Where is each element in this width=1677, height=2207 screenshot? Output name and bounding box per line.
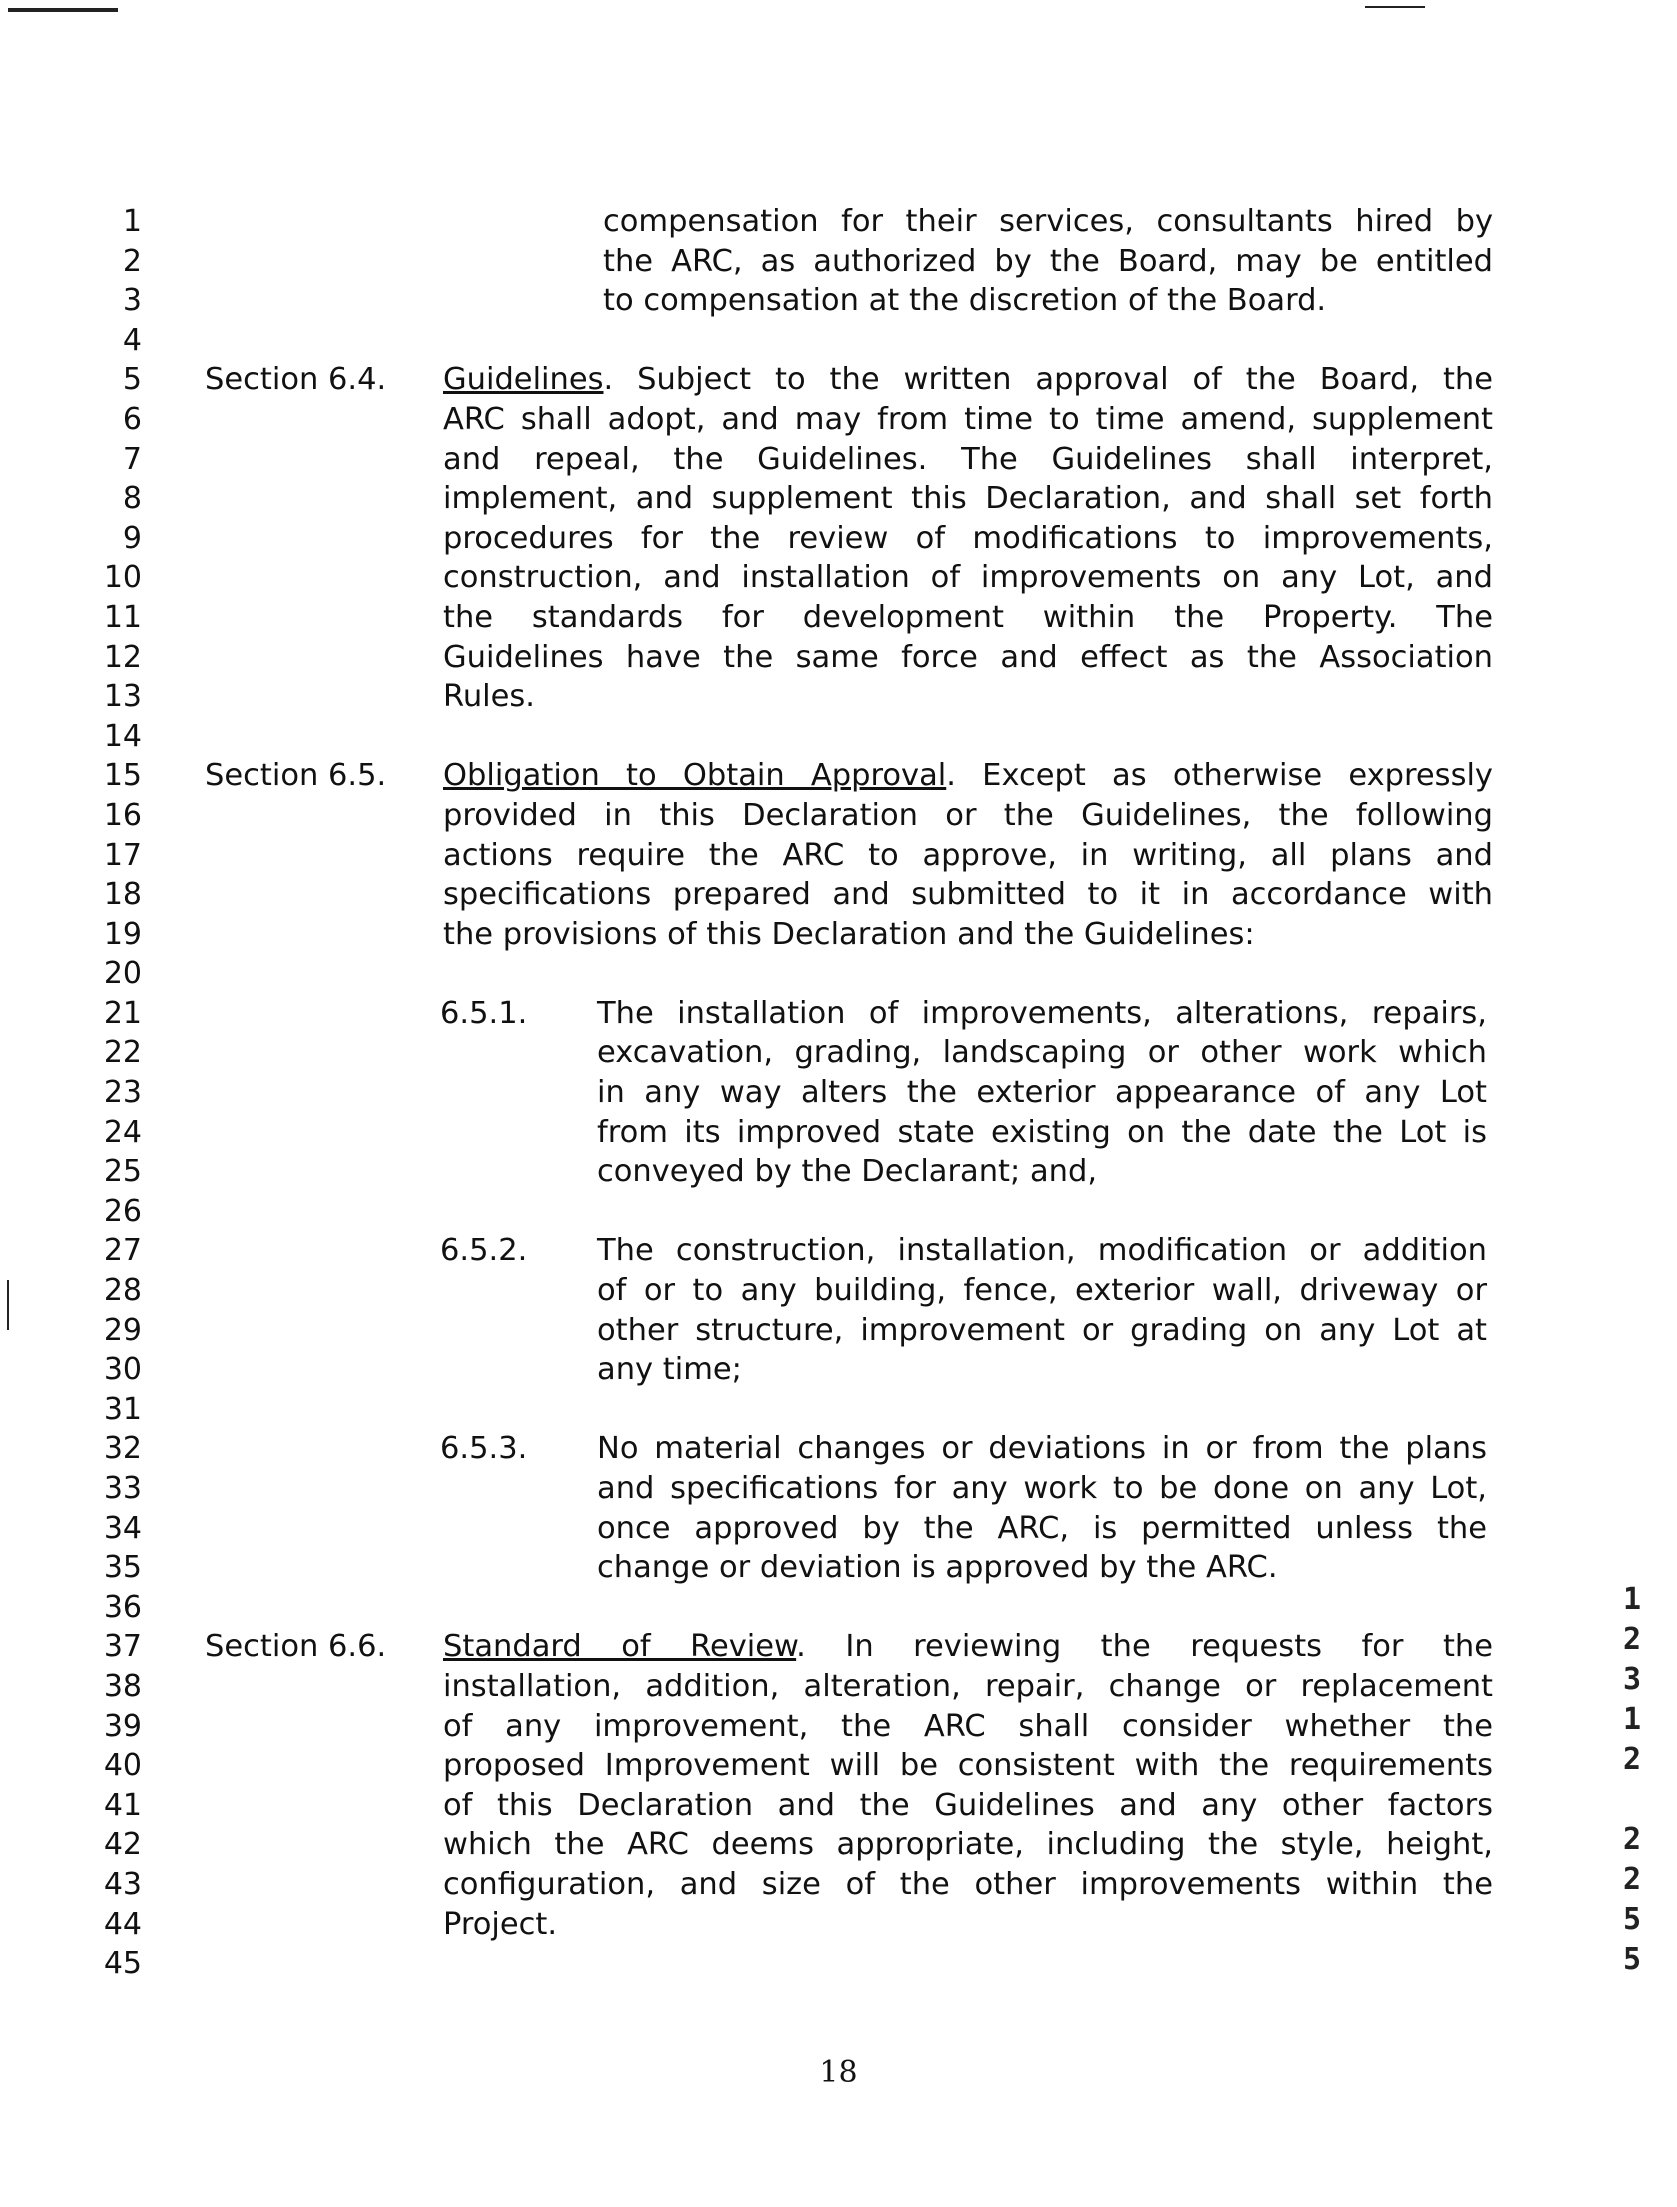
section-text: provided in this Declaration or the Guidelines, the following	[443, 797, 1493, 833]
line-number: 32	[103, 1431, 142, 1467]
section-text: ARC shall adopt, and may from time to time amend, supplement	[443, 401, 1493, 437]
section-text: Guidelines have the same force and effect as the Association	[443, 639, 1493, 675]
scan-artifact-mark	[8, 8, 118, 12]
line-number: 10	[103, 560, 142, 596]
section-text: and repeal, the Guidelines. The Guidelines shall interpret,	[443, 441, 1493, 477]
line-number: 16	[103, 797, 142, 833]
section-text: actions require the ARC to approve, in writing, all plans and	[443, 837, 1493, 873]
section-text: proposed Improvement will be consistent with the requirements	[443, 1748, 1493, 1784]
line-number: 39	[103, 1708, 142, 1744]
line-number: 8	[122, 481, 142, 517]
page-number: 18	[819, 2055, 858, 2090]
line-number: 6	[122, 401, 142, 437]
line-number: 4	[122, 322, 142, 358]
line-number: 11	[103, 599, 142, 635]
line-number: 18	[103, 877, 142, 913]
stamp-digit: 3	[1622, 1662, 1642, 1697]
subsection-text: any time;	[597, 1352, 742, 1388]
subsection-text: excavation, grading, landscaping or other work which	[597, 1035, 1487, 1071]
subsection-text: change or deviation is approved by the ARC.	[597, 1550, 1278, 1586]
line-number: 21	[103, 995, 142, 1031]
line-number: 30	[103, 1352, 142, 1388]
subsection-text: once approved by the ARC, is permitted unless the	[597, 1510, 1487, 1546]
subsection-text: The installation of improvements, alterations, repairs,	[597, 995, 1487, 1031]
continuation-line: the ARC, as authorized by the Board, may be entitled	[603, 243, 1493, 279]
section-text: the provisions of this Declaration and the Guidelines:	[443, 916, 1255, 952]
section-text: Rules.	[443, 679, 535, 715]
stamp-digit: 1	[1622, 1582, 1642, 1617]
line-number: 38	[103, 1668, 142, 1704]
section-text: . Subject to the written approval of the Board, the	[603, 362, 1493, 398]
line-number: 14	[103, 718, 142, 754]
line-number: 41	[103, 1787, 142, 1823]
section-text: the standards for development within the Property. The	[443, 599, 1493, 635]
line-number: 17	[103, 837, 142, 873]
subsection-text: from its improved state existing on the date the Lot is	[597, 1114, 1487, 1150]
line-number: 15	[103, 758, 142, 794]
line-number: 1	[122, 204, 142, 239]
subsection-number: 6.5.3.	[440, 1431, 528, 1467]
line-number: 45	[103, 1946, 142, 1982]
line-number: 12	[103, 639, 142, 675]
section-text: implement, and supplement this Declaration, and shall set forth	[443, 481, 1493, 517]
document-body	[0, 202, 1677, 1984]
stamp-digit: 1	[1622, 1702, 1642, 1737]
section-heading: Guidelines	[443, 362, 604, 398]
subsection-text: No material changes or deviations in or from the plans	[597, 1431, 1487, 1467]
section-text: construction, and installation of improvements on any Lot, and	[443, 560, 1493, 596]
stamp-digit: 2	[1622, 1862, 1642, 1897]
line-number: 36	[103, 1589, 142, 1625]
line-number: 20	[103, 956, 142, 992]
continuation-line: to compensation at the discretion of the Board.	[603, 283, 1327, 319]
subsection-number: 6.5.1.	[440, 995, 528, 1031]
section-text: of this Declaration and the Guidelines and any other factors	[443, 1787, 1493, 1823]
stamp-gap	[1615, 1780, 1649, 1820]
subsection-text: other structure, improvement or grading on any Lot at	[597, 1312, 1487, 1348]
subsection-number: 6.5.2.	[440, 1233, 528, 1269]
subsection-text: of or to any building, fence, exterior wall, driveway or	[597, 1273, 1487, 1309]
line-number: 5	[122, 362, 142, 398]
section-label: Section 6.4.	[205, 362, 387, 398]
line-number: 9	[122, 520, 142, 556]
line-number: 43	[103, 1866, 142, 1902]
line-number: 26	[103, 1193, 142, 1229]
line-number: 28	[103, 1273, 142, 1309]
line-number: 19	[103, 916, 142, 952]
subsection-text: The construction, installation, modification or addition	[597, 1233, 1487, 1269]
line-number: 27	[103, 1233, 142, 1269]
line-number: 35	[103, 1550, 142, 1586]
section-label: Section 6.6.	[205, 1629, 387, 1665]
line-number: 22	[103, 1035, 142, 1071]
line-number: 37	[103, 1629, 142, 1665]
stamp-digit: 2	[1622, 1622, 1642, 1657]
section-text: configuration, and size of the other improvements within the	[443, 1866, 1493, 1902]
line-number: 3	[122, 283, 142, 319]
line-number: 44	[103, 1906, 142, 1942]
stamp-digit: 5	[1622, 1942, 1642, 1977]
section-heading: Standard of Review	[443, 1629, 797, 1665]
line-number: 7	[122, 441, 142, 477]
stamp-digit: 2	[1622, 1822, 1642, 1857]
section-text: specifications prepared and submitted to it in accordance with	[443, 877, 1493, 913]
line-number: 24	[103, 1114, 142, 1150]
continuation-line: compensation for their services, consultants hired by	[603, 204, 1493, 239]
line-number: 33	[103, 1471, 142, 1506]
section-text: installation, addition, alteration, repair, change or replacement	[443, 1668, 1493, 1704]
subsection-text: conveyed by the Declarant; and,	[597, 1154, 1098, 1190]
line-number: 29	[103, 1312, 142, 1348]
line-number: 42	[103, 1827, 142, 1863]
stamp-digit: 5	[1622, 1902, 1642, 1937]
line-number: 23	[103, 1075, 142, 1111]
subsection-text: and specifications for any work to be done on any Lot,	[597, 1471, 1487, 1506]
subsection-text: in any way alters the exterior appearance of any Lot	[597, 1075, 1487, 1111]
line-number: 34	[103, 1510, 142, 1546]
section-text: Project.	[443, 1906, 558, 1942]
line-number: 2	[122, 243, 142, 279]
stamp-digit: 2	[1622, 1742, 1642, 1777]
section-text: which the ARC deems appropriate, including the style, height,	[443, 1827, 1493, 1863]
section-text: . Except as otherwise expressly	[946, 758, 1493, 794]
scan-artifact-rule	[1365, 6, 1425, 8]
section-text: . In reviewing the requests for the	[796, 1629, 1494, 1665]
line-number: 40	[103, 1748, 142, 1784]
section-text: of any improvement, the ARC shall consider whether the	[443, 1708, 1493, 1744]
line-number: 13	[103, 679, 142, 715]
side-stamp	[1615, 1580, 1649, 1980]
section-label: Section 6.5.	[205, 758, 387, 794]
section-heading: Obligation to Obtain Approval	[443, 758, 947, 794]
section-text: procedures for the review of modifications to improvements,	[443, 520, 1493, 556]
line-number: 31	[103, 1391, 142, 1427]
line-number: 25	[103, 1154, 142, 1190]
